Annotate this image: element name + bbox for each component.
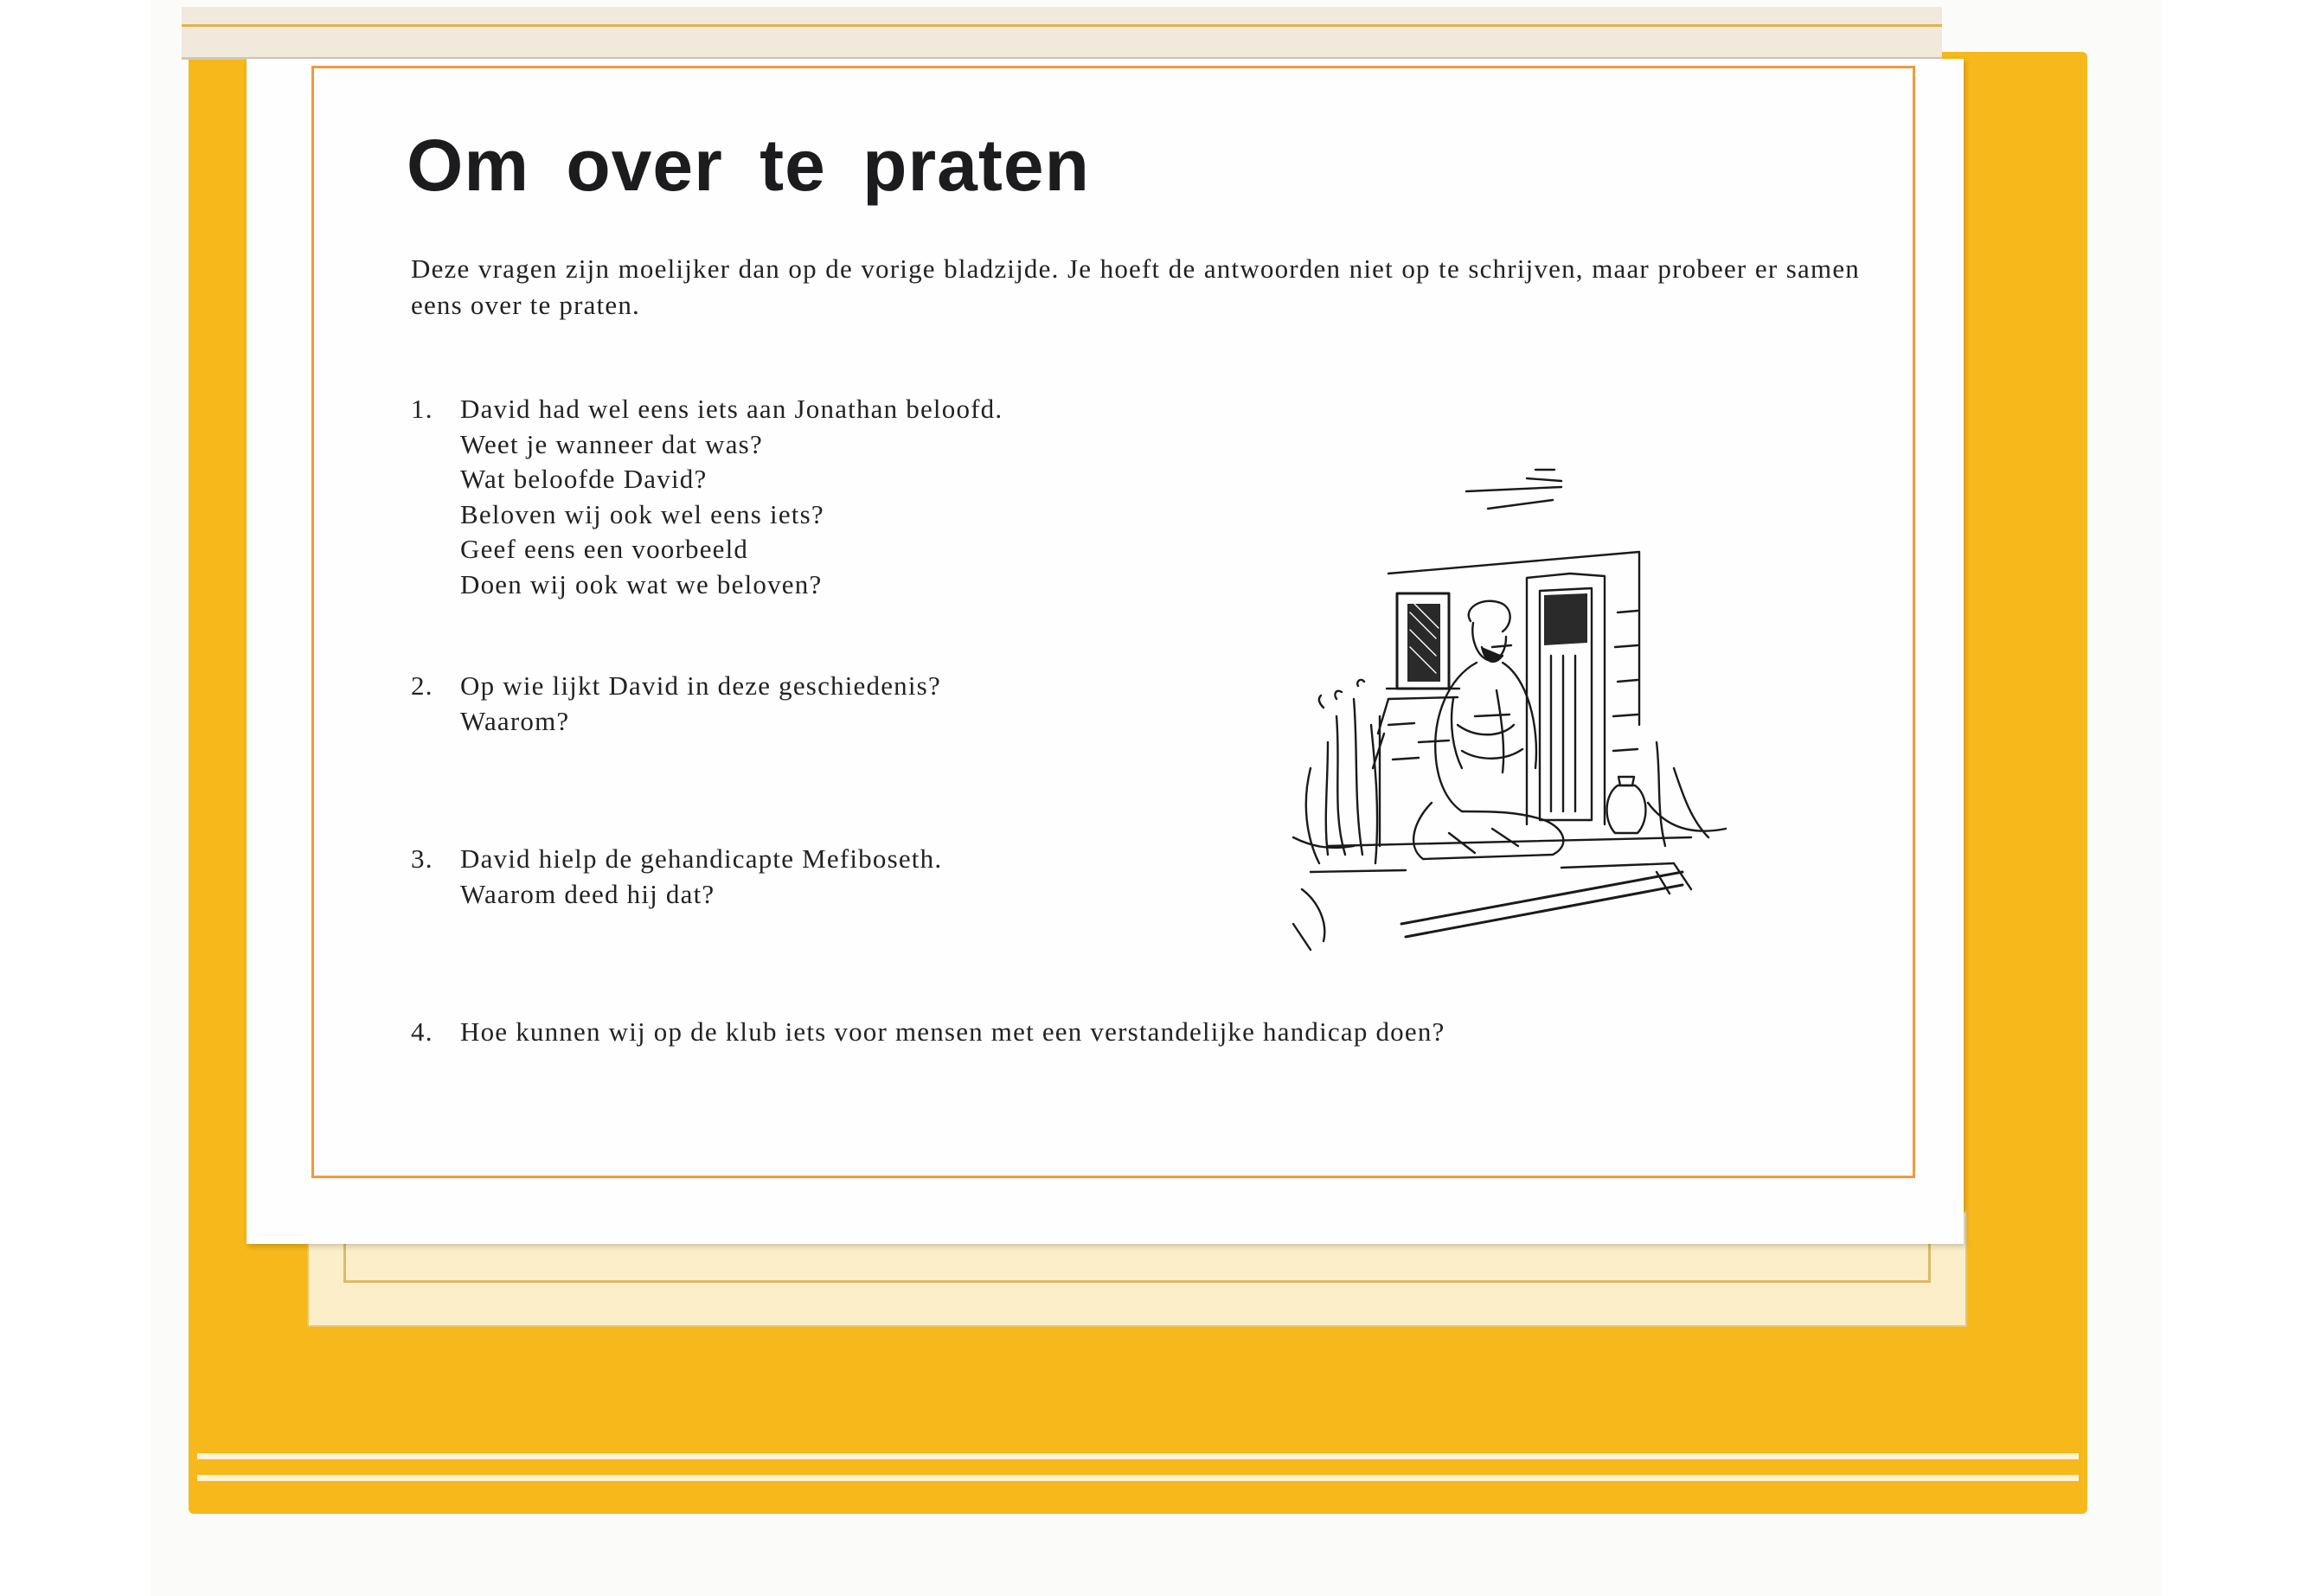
page-title: Om over te praten [407, 125, 1090, 206]
question-number: 4. [411, 1016, 433, 1047]
question-line: Weet je wanneer dat was? [460, 428, 763, 459]
question-line: Wat beloofde David? [460, 464, 708, 494]
binder-top-strip [182, 7, 1942, 60]
question-number: 3. [411, 843, 433, 874]
question-line: Hoe kunnen wij op de klub iets voor mensen met een verstandelijke handicap doen? [460, 1016, 1445, 1047]
binder-page-edge [197, 1475, 2079, 1481]
question-line: Op wie lijkt David in deze geschiedenis? [460, 670, 941, 701]
question-line: David hielp de gehandicapte Mefiboseth. [460, 843, 943, 874]
question-line: Doen wij ook wat we beloven? [460, 568, 823, 599]
question-number: 1. [411, 394, 433, 424]
show-through-text [1198, 128, 1804, 206]
man-with-crutches-illustration [1276, 439, 1830, 958]
question-line: Geef eens een voorbeeld [460, 534, 749, 564]
question-line: Waarom deed hij dat? [460, 878, 715, 909]
question-number: 2. [411, 670, 433, 701]
question-line: Waarom? [460, 705, 570, 736]
binder-page-edge [197, 1453, 2079, 1459]
question-line: David had wel eens iets aan Jonathan beloofd. [460, 394, 1003, 424]
worksheet-page [247, 59, 1964, 1244]
question-line: Beloven wij ook wel eens iets? [460, 498, 824, 529]
intro-paragraph: Deze vragen zijn moelijker dan op de vorige bladzijde. Je hoeft de antwoorden niet op te schrijven, maar probeer er samen eens over te praten. [411, 253, 1860, 320]
